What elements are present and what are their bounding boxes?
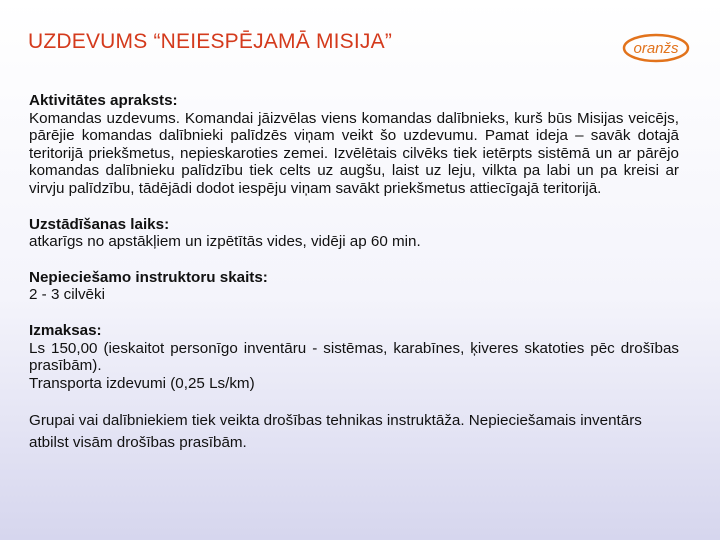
section-heading: Izmaksas: [29,321,102,339]
oranzs-logo [622,33,690,63]
section-instructors [29,269,679,304]
section-text: Ls 150,00 (ieskaitot personīgo inventāru - sistēmas, karabīnes, ķiveres skatoties pēc drošības prasībām). [29,339,679,375]
section-setup-time [29,216,679,251]
safety-note: Grupai vai dalībniekiem tiek veikta drošības tehnikas instruktāža. Nepieciešamais inventārs atbilst visām drošības prasībām. [29,412,642,452]
section-costs [29,322,679,392]
section-heading: Uzstādīšanas laiks: [29,215,170,233]
section-text: Komandas uzdevums. Komandai jāizvēlas viens komandas dalībnieks, kurš būs Misijas veicējs, pārējie komandas dalībnieki palīdzēs viņam veikt šo uzdevumu. Pamat ideja – savāk dotajā teritorijā priekšmetus, nepieskaroties zemei. Izvēlētais cilvēks tiek ietērpts sistēmā un ar pārējo komandas dalībnieku palīdzību tiek celts uz augšu, laist uz leju, vilkta pa labi un pa kreisi ar virvju palīdzību, tādējādi dodot iespēju viņam savākt priekšmetus attiecīgajā teritorijā. [29,109,679,197]
section-heading: Aktivitātes apraksts: [29,92,178,109]
slide-title: UZDEVUMS “NEIESPĒJAMĀ MISIJA” [28,30,393,53]
section-text: 2 - 3 cilvēki [29,286,105,304]
section-text: Transporta izdevumi (0,25 Ls/km) [29,374,255,392]
section-activity-description [29,92,679,198]
logo-text: oranžs [633,40,679,57]
section-text: atkarīgs no apstākļiem un izpētītās vides, vidēji ap 60 min. [29,233,421,251]
slide-content [29,92,679,454]
section-heading: Nepieciešamo instruktoru skaits: [29,268,268,286]
